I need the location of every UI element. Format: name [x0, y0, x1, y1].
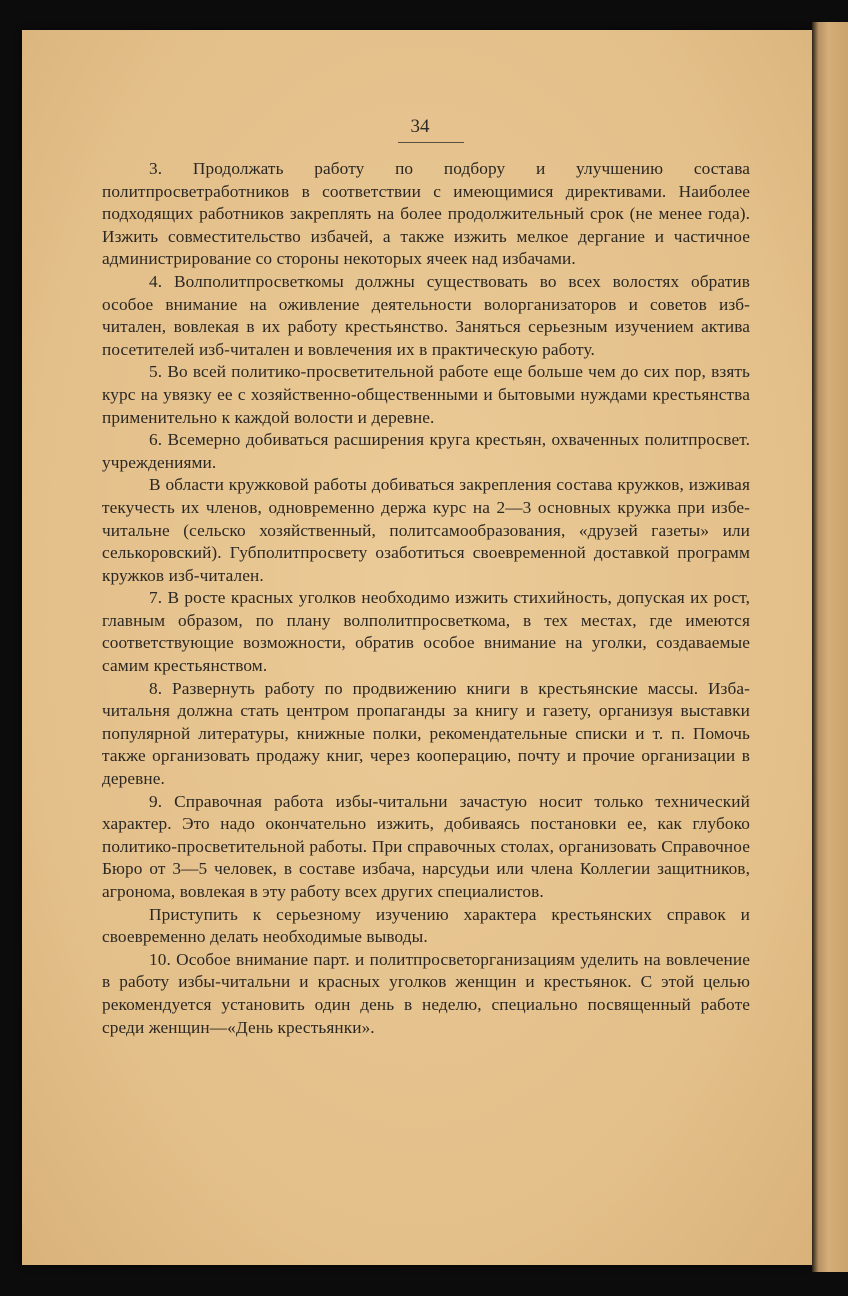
paragraph-5: 5. Во всей политико-просветительной работе еще больше чем до сих пор, взять курс на увязку ее с хозяйственно-общественными и бытовыми нуждами крестьянства применительно к каждой волости и деревне. — [102, 362, 750, 427]
paragraph-10: 10. Особое внимание парт. и политпросветорганизациям уделить на вовлечение в работу избы-читальни и красных уголков женщин и крестьянок. С этой целью рекомендуется установить один день в неделю, специально посвященный работе среди женщин—«День крестьянки». — [102, 949, 750, 1037]
paragraph-3: 3. Продолжать работу по подбору и улучшению состава политпросветработников в соответствии с имеющимися директивами. Наиболее подходящих работников закреплять на более продолжительный срок (не менее года). Изжить совместительство избачей, а также изжить мелкое дергание и частичное администрирование со стороны некоторых ячеек над избачами. — [102, 159, 750, 269]
paragraph-8: 8. Развернуть работу по продвижению книги в крестьянские массы. Изба-читальня должна стать центром пропаганды за книгу и газету, организуя выставки популярной литературы, книжные полки, рекомендательные списки и т. п. Помочь также организовать продажу книг, через кооперацию, почту и прочие организации в деревне. — [102, 678, 750, 789]
page-body — [102, 158, 750, 1039]
page-number: 34 — [410, 116, 430, 137]
paragraph-6: 6. Всемерно добиваться расширения круга крестьян, охваченных политпросвет. учреждениями. — [102, 430, 750, 472]
paragraph-inquiries: Приступить к серьезному изучению характера крестьянских справок и своевременно делать необходимые выводы. — [102, 904, 750, 947]
paragraph-9: 9. Справочная работа избы-читальни зачастую носит только технический характер. Это надо окончательно изжить, добиваясь постановки ее, как глубоко политико-просветительной работы. При справочных столах, организовать Справочное Бюро от 3—5 человек, в составе избача, нарсудьи или члена Коллегии защитников, агронома, вовлекая в эту работу всех других специалистов. — [102, 791, 750, 901]
next-page-edge — [812, 22, 848, 1272]
paragraph-7: 7. В росте красных уголков необходимо изжить стихийность, допуская их рост, главным образом, по плану волполитпросветкома, в тех местах, где имеются соответствующие возможности, обратив особое внимание на уголки, создаваемые самим крестьянством. — [102, 588, 750, 676]
paragraph-4: 4. Волполитпросветкомы должны существовать во всех волостях обратив особое внимание на оживление деятельности волорганизаторов и советов изб-читален, вовлекая в их работу крестьянство. Заняться серьезным изучением актива посетителей изб-читален и вовлечения их в практическую работу. — [102, 271, 750, 359]
paragraph-circles: В области кружковой работы добиваться закрепления состава кружков, изживая текучесть их членов, одновременно держа курс на 2—3 основных кружка при избе-читальне (сельско хозяйственный, политсамообразования, «друзей газеты» или селькоровский). Губполитпросвету озаботиться своевременной доставкой программ кружков изб-читален. — [102, 475, 750, 585]
page-number-rule — [398, 142, 464, 143]
